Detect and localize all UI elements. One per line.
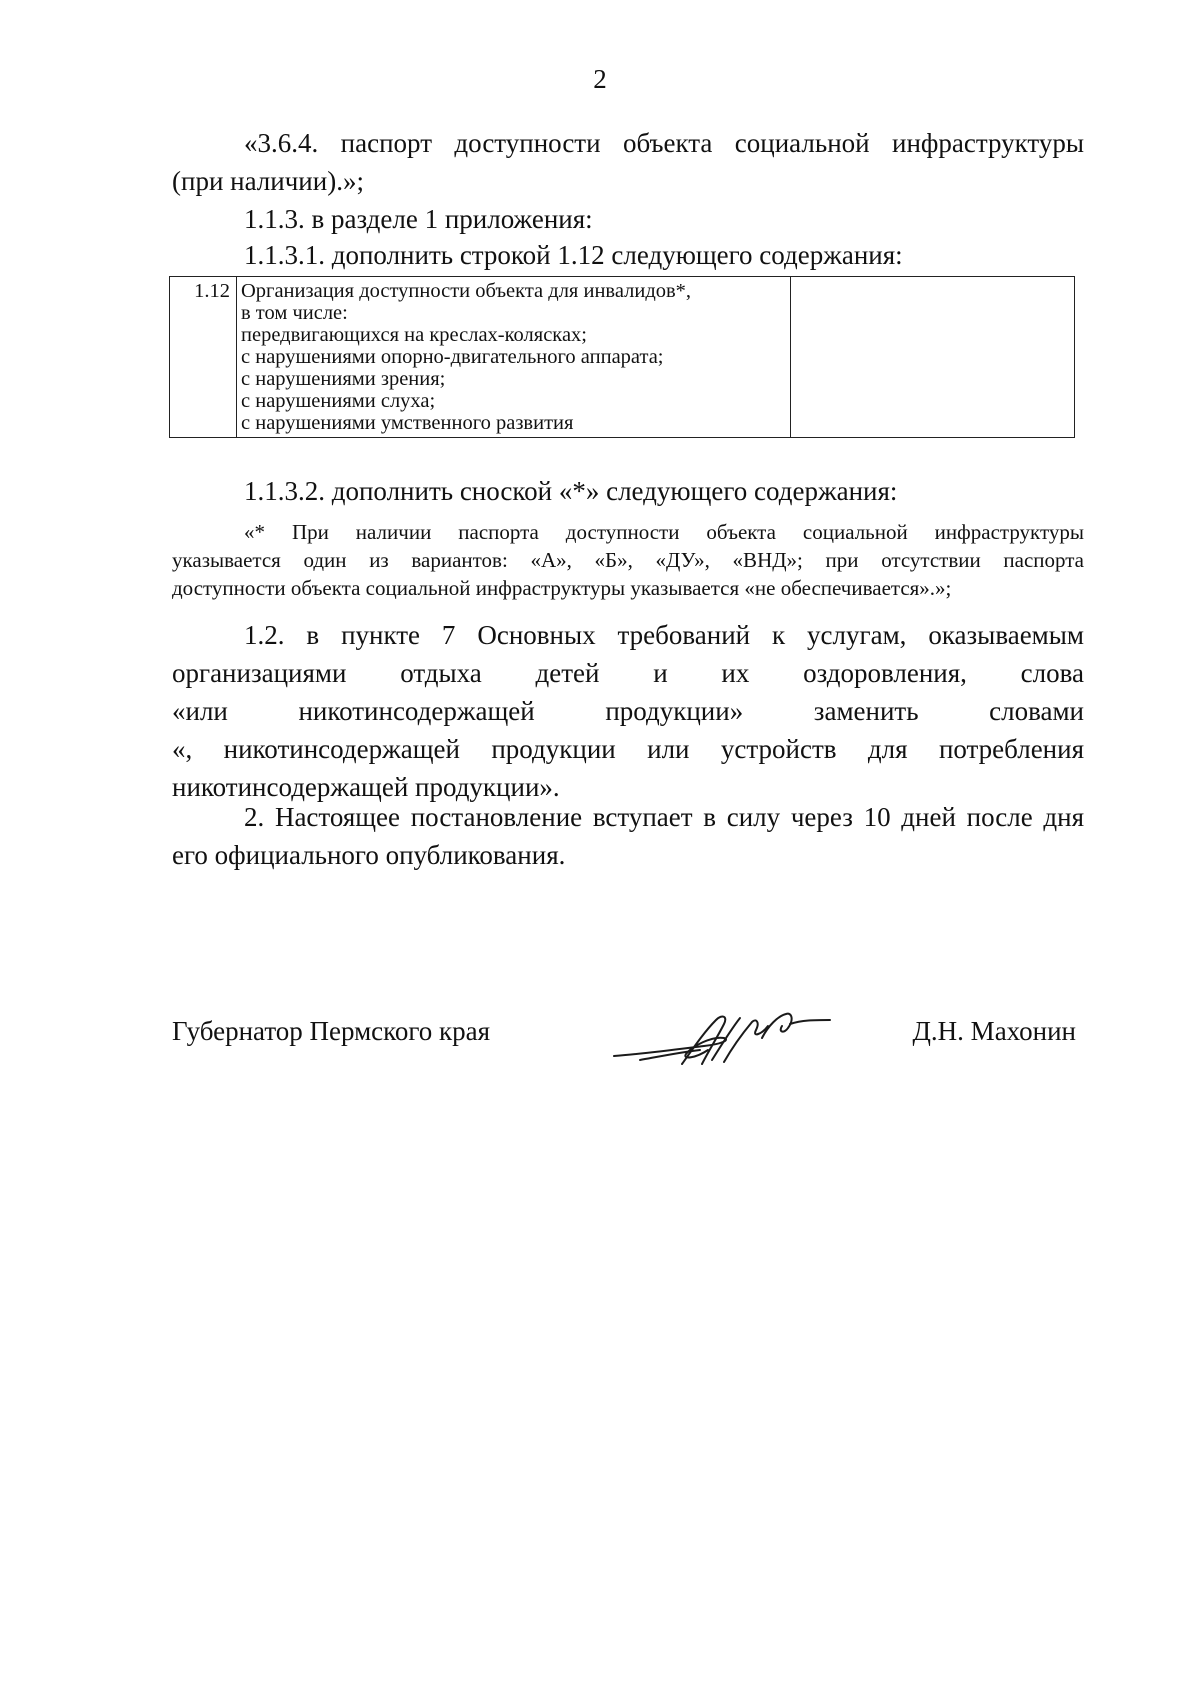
clause-1-1-3-text: 1.1.3. в разделе 1 приложения: [244, 204, 593, 234]
clause-1-2-line: «, никотинсодержащей продукции или устройств для потребления [172, 734, 1084, 764]
clause-1-1-3 [172, 200, 1084, 238]
clause-3-6-4-line-2: (при наличии).»; [172, 166, 364, 196]
row-line: с нарушениями умственного развития [241, 412, 574, 434]
footnote-line-1: «* При наличии паспорта доступности объекта социальной инфраструктуры [244, 520, 1084, 544]
clause-2 [172, 798, 1084, 874]
row-value [791, 277, 1075, 438]
row-line: в том числе: [241, 302, 348, 324]
footnote-line-3: доступности объекта социальной инфраструктуры указывается «не обеспечивается».»; [172, 576, 952, 600]
clause-1-2-line: никотинсодержащей продукции». [172, 772, 560, 802]
row-line: Организация доступности объекта для инвалидов*, [241, 280, 692, 302]
row-line: передвигающихся на креслах-колясках; [241, 324, 587, 346]
clause-1-2 [172, 616, 1084, 806]
row-line: с нарушениями зрения; [241, 368, 446, 390]
footnote-text [172, 518, 1084, 602]
clause-1-2-line: 1.2. в пункте 7 Основных требований к услугам, оказываемым [244, 620, 1084, 650]
clause-3-6-4 [172, 124, 1084, 200]
clause-3-6-4-line-1: «3.6.4. паспорт доступности объекта социальной инфраструктуры [244, 128, 1084, 158]
table-row [170, 277, 1075, 438]
footnote-line-2: указывается один из вариантов: «А», «Б», «ДУ», «ВНД»; при отсутствии паспорта [172, 548, 1084, 572]
inserted-table-row [169, 276, 1075, 438]
row-number: 1.12 [170, 277, 237, 438]
signatory-name: Д.Н. Махонин [912, 1016, 1076, 1046]
signature-block [172, 1016, 1084, 1076]
row-description [237, 277, 791, 438]
clause-1-1-3-2 [172, 472, 1084, 510]
clause-1-1-3-1-text: 1.1.3.1. дополнить строкой 1.12 следующего содержания: [244, 240, 903, 270]
row-line: с нарушениями слуха; [241, 390, 436, 412]
page-number: 2 [593, 64, 607, 94]
clause-2-line-1: 2. Настоящее постановление вступает в силу через 10 дней после дня [244, 802, 1084, 832]
clause-1-1-3-1 [172, 236, 1084, 274]
clause-1-1-3-2-text: 1.1.3.2. дополнить сноской «*» следующего содержания: [244, 476, 898, 506]
clause-1-2-line: «или никотинсодержащей продукции» заменить словами [172, 696, 1084, 726]
signatory-title: Губернатор Пермского края [172, 1016, 491, 1046]
clause-1-2-line: организациями отдыха детей и их оздоровления, слова [172, 658, 1084, 688]
handwritten-signature-icon [612, 998, 832, 1074]
row-line: с нарушениями опорно-двигательного аппарата; [241, 346, 664, 368]
clause-2-line-2: его официального опубликования. [172, 840, 566, 870]
